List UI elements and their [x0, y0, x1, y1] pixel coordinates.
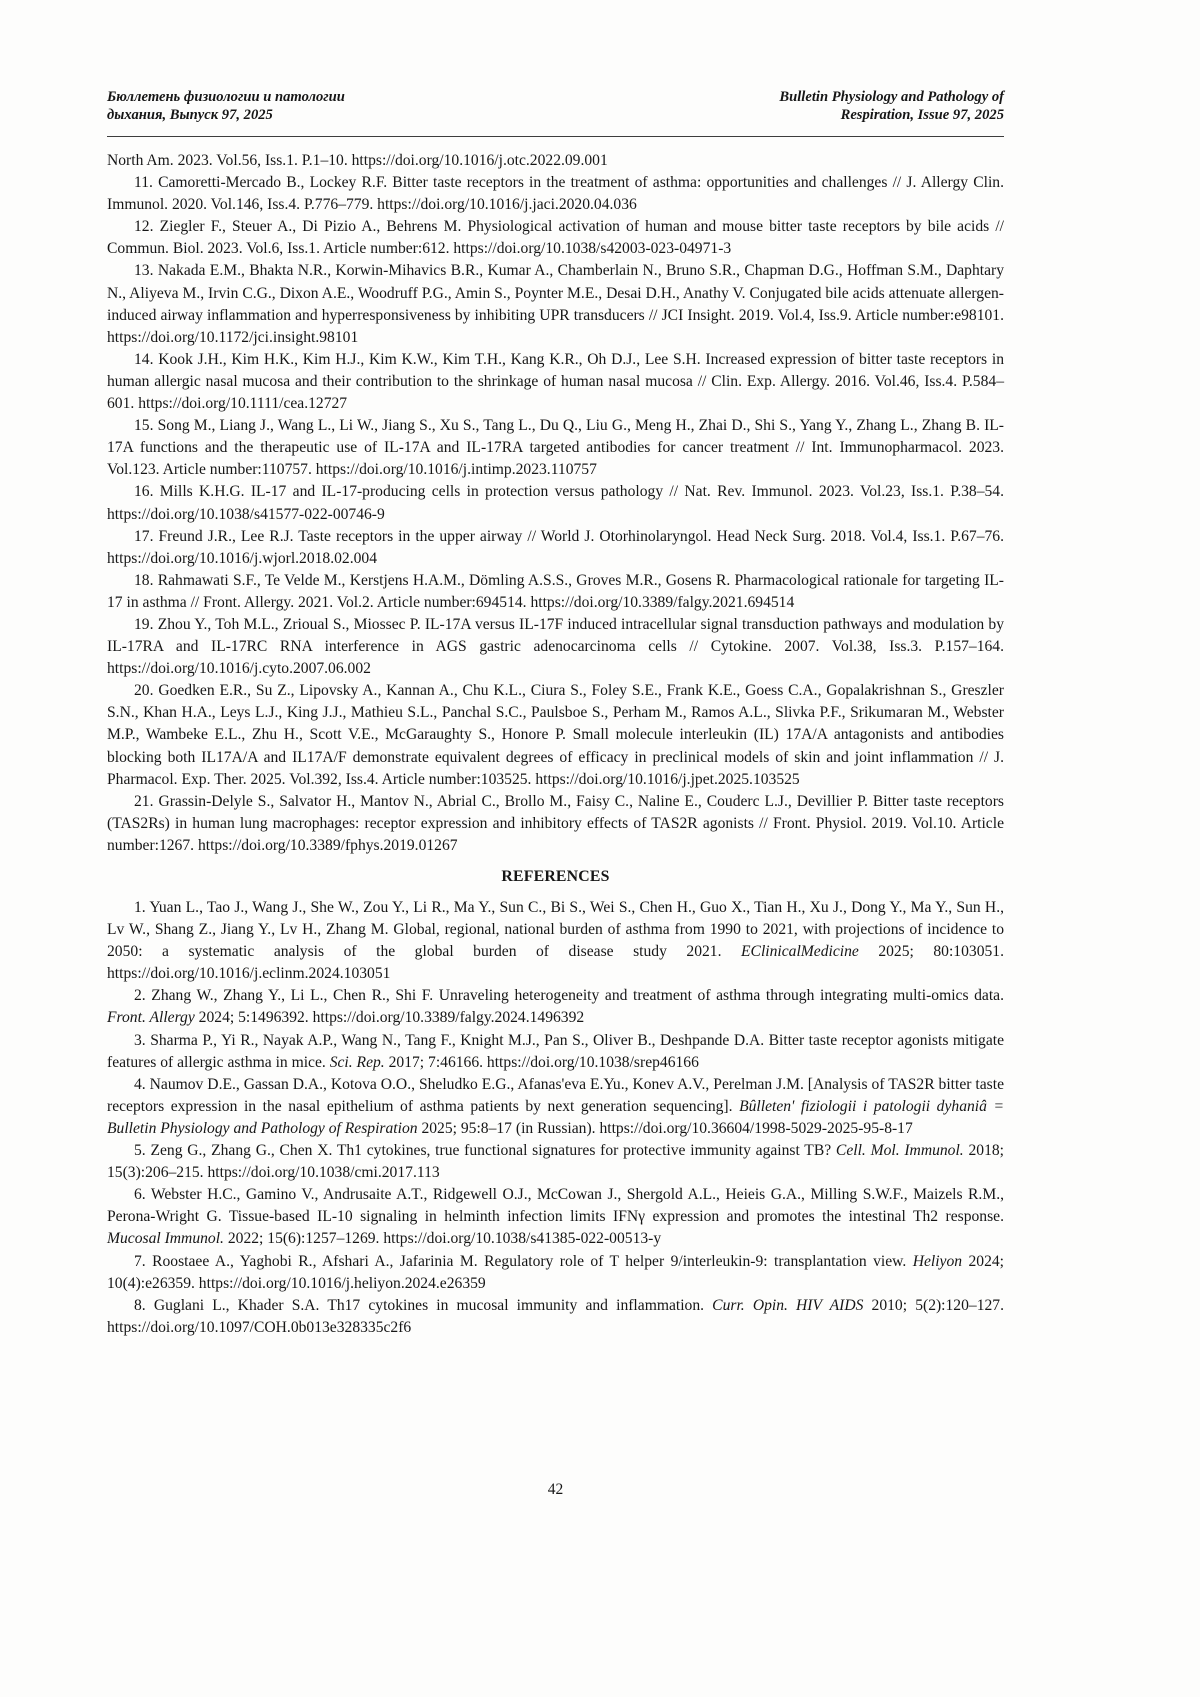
- reference-text: 19. Zhou Y., Toh M.L., Zrioual S., Miossec P. IL-17A versus IL-17F induced intracellular signal transduction pathways and modulation by IL-17RA and IL-17RC RNA interference in AGS gastric adenocarcinoma cells // Cytokine. 2007. Vol.38, Iss.3. P.157–164. https://doi.org/10.1016/j.cyto.2007.06.002: [107, 615, 1004, 678]
- journal-name: Curr. Opin. HIV AIDS: [712, 1296, 864, 1314]
- reference-text: 2022; 15(6):1257–1269. https://doi.org/10.1038/s41385-022-00513-y: [223, 1230, 662, 1248]
- reference-text: 8. Guglani L., Khader S.A. Th17 cytokines in mucosal immunity and inflammation.: [134, 1296, 713, 1314]
- reference-item: [107, 570, 1004, 614]
- journal-name: Cell. Mol. Immunol.: [835, 1142, 964, 1160]
- journal-name: Sci. Rep.: [329, 1053, 385, 1071]
- reference-text: 2. Zhang W., Zhang Y., Li L., Chen R., Shi F. Unraveling heterogeneity and treatment of asthma through integrating multi-omics data.: [134, 987, 1004, 1005]
- reference-item: [107, 349, 1004, 415]
- header-divider: [107, 136, 1004, 137]
- reference-item: [107, 1184, 1004, 1250]
- journal-name: Mucosal Immunol.: [107, 1230, 224, 1248]
- journal-title-russian: [107, 88, 345, 124]
- reference-text: 17. Freund J.R., Lee R.J. Taste receptors in the upper airway // World J. Otorhinolaryngol. Head Neck Surg. 2018. Vol.4, Iss.1. P.67–76. https://doi.org/10.1016/j.wjorl.2018.02.004: [107, 527, 1004, 567]
- journal-title-english: [779, 88, 1004, 124]
- reference-text: 2024; 5:1496392. https://doi.org/10.3389/falgy.2024.1496392: [194, 1009, 585, 1027]
- reference-text: 2025; 80:103051. https://doi.org/10.1016/j.eclinm.2024.103051: [107, 943, 1004, 983]
- reference-item: [107, 260, 1004, 348]
- reference-text: 14. Kook J.H., Kim H.K., Kim H.J., Kim K.W., Kim T.H., Kang K.R., Oh D.J., Lee S.H. Increased expression of bitter taste receptors in human allergic nasal mucosa and their contribution to the shrinkage of human nasal mucosa // Clin. Exp. Allergy. 2016. Vol.46, Iss.4. P.584–601. https://doi.org/10.1111/cea.12727: [107, 350, 1004, 413]
- reference-text: 2025; 95:8–17 (in Russian). https://doi.org/10.36604/1998-5029-2025-95-8-17: [417, 1119, 913, 1137]
- reference-item: [107, 216, 1004, 260]
- reference-item: [107, 897, 1004, 985]
- reference-item: [107, 1074, 1004, 1140]
- reference-item: [107, 415, 1004, 481]
- header-right-line2: Respiration, Issue 97, 2025: [840, 107, 1004, 123]
- reference-text: 5. Zeng G., Zhang G., Chen X. Th1 cytokines, true functional signatures for protective immunity against TB?: [134, 1142, 836, 1160]
- header-right-line1: Bulletin Physiology and Pathology of: [779, 89, 1004, 105]
- reference-text: 13. Nakada E.M., Bhakta N.R., Korwin-Mihavics B.R., Kumar A., Chamberlain N., Bruno S.R., Chapman D.G., Hoffman S.M., Daphtary N., Aliyeva M., Irvin C.G., Dixon A.E., Woodruff P.G., Amin S., Poynter M.E., Desai D.H., Anathy V. Conjugated bile acids attenuate allergen-induced airway inflammation and hyperresponsiveness by inhibiting UPR transducers // JCI Insight. 2019. Vol.4, Iss.9. Article number:e98101. https://doi.org/10.1172/jci.insight.98101: [107, 262, 1004, 346]
- header-left-line1: Бюллетень физиологии и патологии: [107, 89, 345, 105]
- header-left-line2: дыхания, Выпуск 97, 2025: [107, 107, 273, 123]
- reference-item: [107, 172, 1004, 216]
- reference-text: North Am. 2023. Vol.56, Iss.1. P.1–10. https://doi.org/10.1016/j.otc.2022.09.001: [107, 152, 608, 169]
- references-list: [107, 897, 1004, 1339]
- reference-text: 2018; 15(3):206–215. https://doi.org/10.1038/cmi.2017.113: [107, 1142, 1004, 1182]
- reference-text: 3. Sharma P., Yi R., Nayak A.P., Wang N., Tang F., Knight M.J., Pan S., Oliver B., Deshpande D.A. Bitter taste receptor agonists mitigate features of allergic asthma in mice.: [107, 1031, 1004, 1071]
- reference-text: 18. Rahmawati S.F., Te Velde M., Kerstjens H.A.M., Dömling A.S.S., Groves M.R., Gosens R. Pharmacological rationale for targeting IL-17 in asthma // Front. Allergy. 2021. Vol.2. Article number:694514. https://doi.org/10.3389/falgy.2021.694514: [107, 571, 1004, 611]
- journal-name: Bûlleten' fiziologii i patologii dyhaniâ = Bulletin Physiology and Pathology of Respiration: [107, 1097, 1004, 1137]
- journal-name: EClinicalMedicine: [741, 943, 859, 961]
- reference-item: [107, 985, 1004, 1029]
- reference-text: 6. Webster H.C., Gamino V., Andrusaite A.T., Ridgewell O.J., McCowan J., Shergold A.L., Heieis G.A., Milling S.W.F., Maizels R.M., Perona-Wright G. Tissue-based IL-10 signaling in helminth infection limits IFNγ expression and promotes the intestinal Th2 response.: [107, 1186, 1004, 1226]
- reference-text: 2024; 10(4):e26359. https://doi.org/10.1016/j.heliyon.2024.e26359: [107, 1252, 1004, 1292]
- reference-item: [107, 1295, 1004, 1339]
- reference-item: [107, 680, 1004, 790]
- reference-item: [107, 150, 1004, 172]
- page-content: [107, 88, 1004, 1339]
- reference-text: 2017; 7:46166. https://doi.org/10.1038/srep46166: [384, 1053, 699, 1071]
- reference-item: [107, 481, 1004, 525]
- reference-text: 4. Naumov D.E., Gassan D.A., Kotova O.O., Sheludko E.G., Afanas'eva E.Yu., Konev A.V., Perelman J.M. [Analysis of TAS2R bitter taste receptors expression in the nasal epithelium of asthma patients by next generation sequencing].: [107, 1075, 1004, 1115]
- reference-text: 16. Mills K.H.G. IL-17 and IL-17-producing cells in protection versus pathology // Nat. Rev. Immunol. 2023. Vol.23, Iss.1. P.38–54. https://doi.org/10.1038/s41577-022-00746-9: [107, 483, 1004, 523]
- reference-item: [107, 526, 1004, 570]
- references-heading: REFERENCES: [501, 868, 610, 885]
- running-header: [107, 88, 1004, 124]
- journal-name: Heliyon: [912, 1252, 963, 1270]
- reference-text: 21. Grassin-Delyle S., Salvator H., Mantov N., Abrial C., Brollo M., Faisy C., Naline E., Couderc L.J., Devillier P. Bitter taste receptors (TAS2Rs) in human lung macrophages: receptor expression and inhibitory effects of TAS2R agonists // Front. Physiol. 2019. Vol.10. Article number:1267. https://doi.org/10.3389/fphys.2019.01267: [107, 792, 1004, 854]
- reference-item: [107, 614, 1004, 680]
- reference-item: [107, 1140, 1004, 1184]
- reference-text: 11. Camoretti-Mercado B., Lockey R.F. Bitter taste receptors in the treatment of asthma: opportunities and challenges // J. Allergy Clin. Immunol. 2020. Vol.146, Iss.4. P.776–779. https://doi.org/10.1016/j.jaci.2020.04.036: [107, 174, 1004, 214]
- reference-item: [107, 1030, 1004, 1074]
- page-number: 42: [547, 1481, 564, 1498]
- reference-text: 12. Ziegler F., Steuer A., Di Pizio A., Behrens M. Physiological activation of human and mouse bitter taste receptors by bile acids // Commun. Biol. 2023. Vol.6, Iss.1. Article number:612. https://doi.org/10.1038/s42003-023-04971-3: [107, 218, 1004, 258]
- reference-text: 20. Goedken E.R., Su Z., Lipovsky A., Kannan A., Chu K.L., Ciura S., Foley S.E., Frank K.E., Goess C.A., Gopalakrishnan S., Greszler S.N., Khan H.A., Leys L.J., King J.J., Mathieu S.L., Panchal S.C., Paulsboe S., Perham M., Ramos A.L., Slivka P.F., Srikumaran M., Webster M.P., Wambeke E.L., Zhu H., Scott V.E., McGaraughty S., Honore P. Small molecule interleukin (IL) 17A/A antagonists and antibodies blocking both IL17A/A and IL17A/F demonstrate equivalent degrees of efficacy in preclinical models of skin and joint inflammation // J. Pharmacol. Exp. Ther. 2025. Vol.392, Iss.4. Article number:103525. https://doi.org/10.1016/j.jpet.2025.103525: [107, 682, 1004, 788]
- references-continued-list: [107, 150, 1004, 857]
- reference-text: 15. Song M., Liang J., Wang L., Li W., Jiang S., Xu S., Tang L., Du Q., Liu G., Meng H., Zhai D., Shi S., Yang Y., Zhang L., Zhang B. IL-17A functions and the therapeutic use of IL-17A and IL-17RA targeted antibodies for cancer treatment // Int. Immunopharmacol. 2023. Vol.123. Article number:110757. https://doi.org/10.1016/j.intimp.2023.110757: [107, 417, 1004, 479]
- reference-item: [107, 1251, 1004, 1295]
- journal-name: Front. Allergy: [107, 1009, 195, 1027]
- reference-text: 2010; 5(2):120–127. https://doi.org/10.1097/COH.0b013e328335c2f6: [107, 1296, 1004, 1336]
- reference-text: 7. Roostaee A., Yaghobi R., Afshari A., Jafarinia M. Regulatory role of T helper 9/interleukin-9: transplantation view.: [134, 1252, 913, 1270]
- reference-text: 1. Yuan L., Tao J., Wang J., She W., Zou Y., Li R., Ma Y., Sun C., Bi S., Wei S., Chen H., Guo X., Tian H., Xu J., Dong Y., Ma Y., Sun H., Lv W., Shang Z., Jiang Y., Lv H., Zhang M. Global, regional, national burden of asthma from 1990 to 2021, with projections of incidence to 2050: a systematic analysis of the global burden of disease study 2021.: [107, 899, 1004, 961]
- reference-item: [107, 791, 1004, 857]
